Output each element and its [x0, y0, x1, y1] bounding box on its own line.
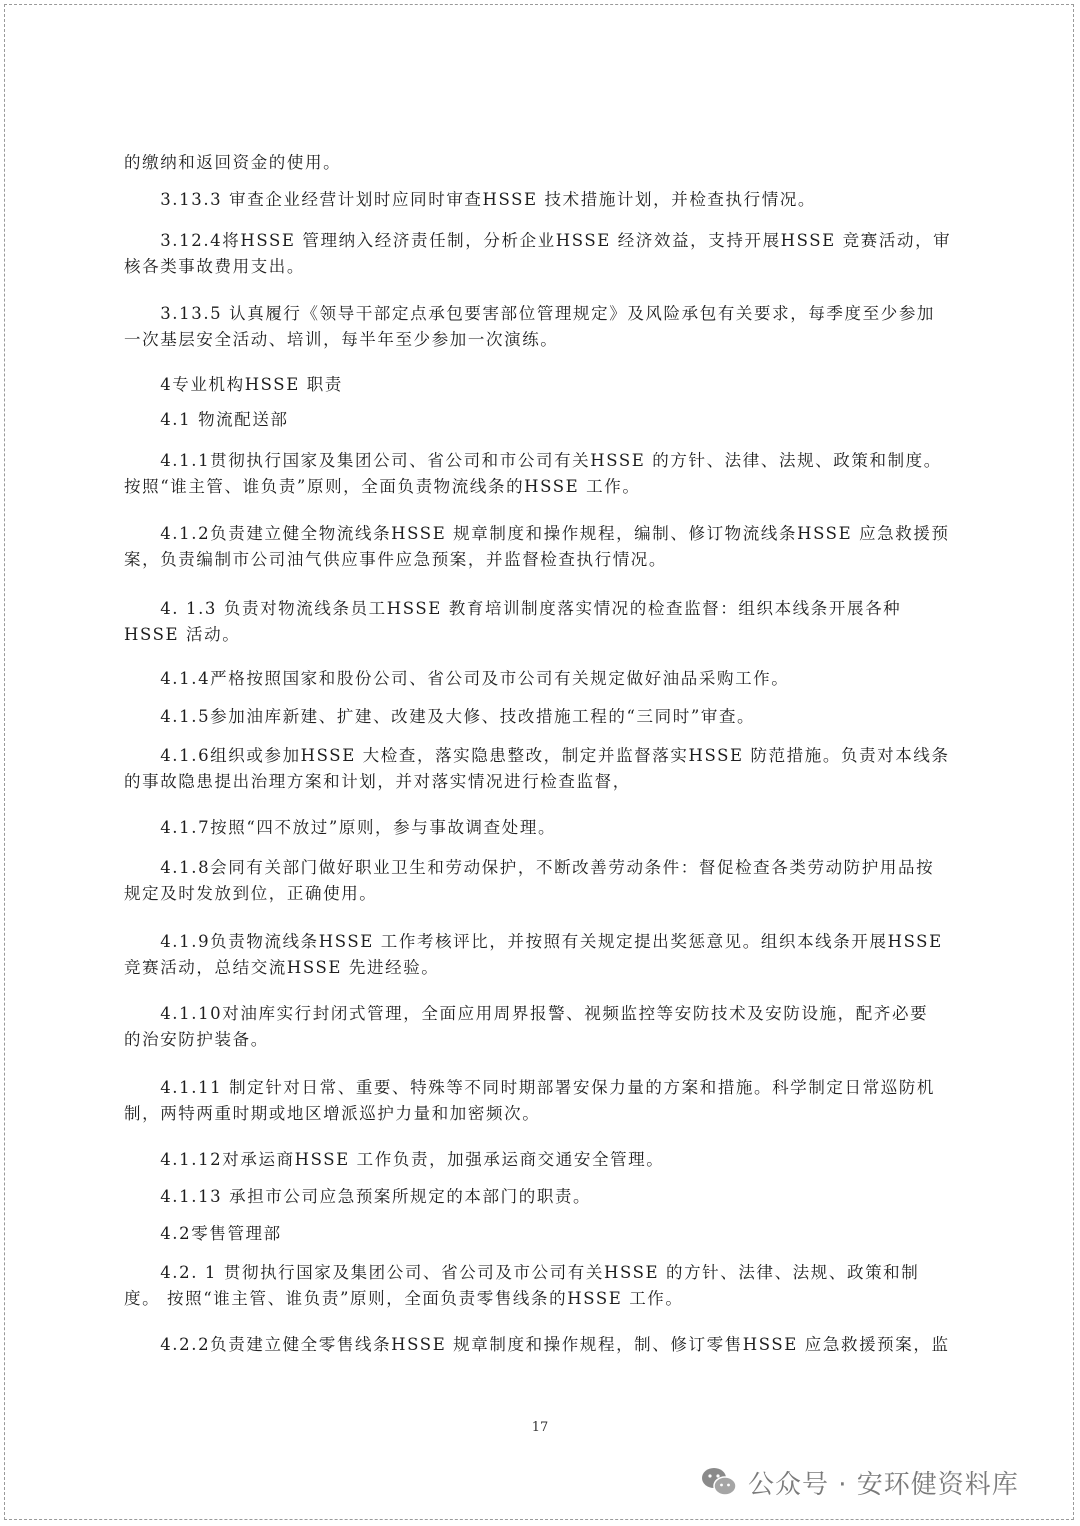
section-heading: 4.2零售管理部	[124, 1224, 282, 1243]
text-line: HSSE 活动。	[124, 625, 241, 644]
text-line: 4.1.6组织或参加HSSE 大检查，落实隐患整改，制定并监督落实HSSE 防范措施。负责对本线条	[124, 746, 950, 765]
text-line: 竞赛活动，总结交流HSSE 先进经验。	[124, 958, 440, 977]
text-line: 度。 按照“谁主管、谁负责”原则，全面负责零售线条的HSSE 工作。	[124, 1289, 684, 1308]
text-line: 案，负责编制市公司油气供应事件应急预案，并监督检查执行情况。	[124, 550, 667, 569]
text-line: 按照“谁主管、谁负责”原则，全面负责物流线条的HSSE 工作。	[124, 477, 641, 496]
text-line: 4.1.7按照“四不放过”原则，参与事故调查处理。	[124, 818, 557, 837]
watermark	[700, 1462, 1019, 1502]
text-line: 4.1.5参加油库新建、扩建、改建及大修、技改措施工程的“三同时”审查。	[124, 707, 756, 726]
text-line: 的治安防护装备。	[124, 1030, 269, 1049]
text-line: 4.1.9负责物流线条HSSE 工作考核评比，并按照有关规定提出奖惩意见。组织本线条开展HSSE	[124, 932, 943, 951]
text-line: 规定及时发放到位，正确使用。	[124, 884, 378, 903]
text-line: 4.2. 1 贯彻执行国家及集团公司、省公司及市公司有关HSSE 的方针、法律、法规、政策和制	[124, 1263, 920, 1282]
watermark-text: 公众号 · 安环健资料库	[748, 1469, 1019, 1500]
text-line: 一次基层安全活动、培训，每半年至少参加一次演练。	[124, 330, 559, 349]
text-line: 3.13.5 认真履行《领导干部定点承包要害部位管理规定》及风险承包有关要求，每季度至少参加	[124, 304, 936, 323]
text-line: 4.1.4严格按照国家和股份公司、省公司及市公司有关规定做好油品采购工作。	[124, 669, 790, 688]
page-number: 17	[531, 1420, 549, 1435]
section-heading: 4.1 物流配送部	[124, 410, 289, 429]
section-heading: 4专业机构HSSE 职责	[124, 375, 343, 394]
text-line: 制，两特两重时期或地区增派巡护力量和加密频次。	[124, 1104, 541, 1123]
text-line: 4.1.13 承担市公司应急预案所规定的本部门的职责。	[124, 1187, 592, 1206]
text-line: 4.1.2负责建立健全物流线条HSSE 规章制度和操作规程，编制、修订物流线条HSSE 应急救援预	[124, 524, 950, 543]
text-line: 4.1.1贯彻执行国家及集团公司、省公司和市公司有关HSSE 的方针、法律、法规、政策和制度。	[124, 451, 942, 470]
text-line: 4.1.11 制定针对日常、重要、特殊等不同时期部署安保力量的方案和措施。科学制定日常巡防机	[124, 1078, 936, 1097]
text-line: 的事故隐患提出治理方案和计划，并对落实情况进行检查监督，	[124, 772, 631, 791]
text-line: 4.2.2负责建立健全零售线条HSSE 规章制度和操作规程，制、修订零售HSSE 应急救援预案，监	[124, 1335, 950, 1354]
text-line: 的缴纳和返回资金的使用。	[124, 153, 342, 172]
text-line: 核各类事故费用支出。	[124, 257, 305, 276]
text-line: 4.1.8会同有关部门做好职业卫生和劳动保护，不断改善劳动条件：督促检查各类劳动防护用品按	[124, 858, 935, 877]
text-line: 3.12.4将HSSE 管理纳入经济责任制，分析企业HSSE 经济效益，支持开展HSSE 竞赛活动，审	[124, 231, 952, 250]
text-line: 3.13.3 审查企业经营计划时应同时审查HSSE 技术措施计划，并检查执行情况。	[124, 190, 817, 209]
text-line: 4.1.12对承运商HSSE 工作负责，加强承运商交通安全管理。	[124, 1150, 665, 1169]
text-line: 4.1.10对油库实行封闭式管理，全面应用周界报警、视频监控等安防技术及安防设施，配齐必要	[124, 1004, 929, 1023]
text-line: 4. 1.3 负责对物流线条员工HSSE 教育培训制度落实情况的检查监督：组织本线条开展各种	[124, 599, 902, 618]
wechat-icon	[700, 1466, 738, 1498]
